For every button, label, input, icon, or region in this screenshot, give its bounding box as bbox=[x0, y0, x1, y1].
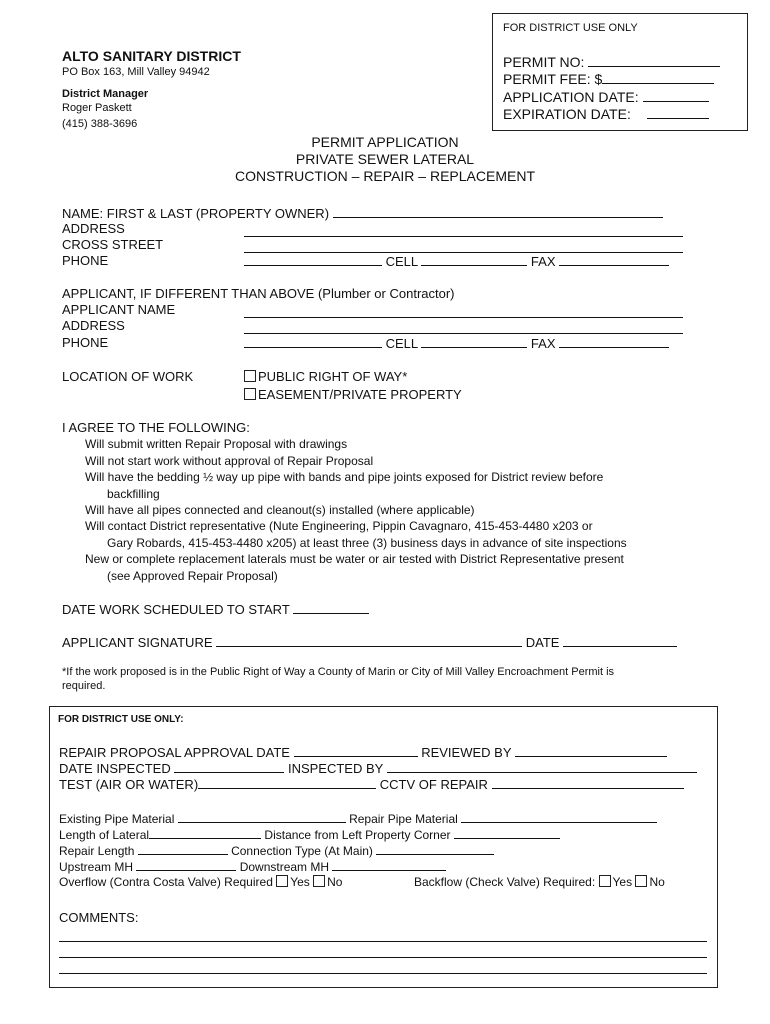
date-inspected-row[interactable] bbox=[59, 760, 697, 777]
owner-address-input[interactable] bbox=[244, 222, 683, 237]
upstream-label: Upstream MH bbox=[59, 860, 134, 874]
overflow-label: Overflow (Contra Costa Valve) Required bbox=[59, 875, 273, 889]
inspected-by-label: INSPECTED BY bbox=[287, 761, 384, 776]
repair-approval-row[interactable] bbox=[59, 744, 667, 761]
repair-approval-label: REPAIR PROPOSAL APPROVAL DATE bbox=[59, 745, 290, 760]
applicant-name-input[interactable] bbox=[244, 303, 683, 318]
applicant-name-label: APPLICANT NAME bbox=[62, 302, 176, 317]
comments-line-1[interactable] bbox=[59, 927, 707, 942]
agreement-item-6: New or complete replacement laterals must be water or air tested with District Representative present bbox=[85, 552, 624, 566]
district-use-section bbox=[49, 706, 718, 988]
district-section-title: FOR DISTRICT USE ONLY: bbox=[58, 714, 184, 725]
existing-pipe-label: Existing Pipe Material bbox=[59, 812, 175, 826]
agreement-item-2: Will not start work without approval of Repair Proposal bbox=[85, 454, 374, 468]
owner-fax-label: FAX bbox=[530, 254, 556, 269]
form-title-1: PERMIT APPLICATION bbox=[311, 134, 459, 150]
signature-date-label: DATE bbox=[525, 635, 560, 650]
agreement-heading: I AGREE TO THE FOLLOWING: bbox=[62, 420, 250, 435]
district-box-title: FOR DISTRICT USE ONLY bbox=[503, 22, 638, 34]
permit-no-field[interactable] bbox=[503, 54, 720, 70]
agreement-item-5-cont: Gary Robards, 415-453-4480 x205) at least three (3) business days in advance of site inspections bbox=[107, 536, 627, 550]
repair-length-row[interactable] bbox=[59, 842, 494, 859]
checkbox-icon bbox=[635, 875, 647, 887]
downstream-label: Downstream MH bbox=[239, 860, 330, 874]
checkbox-icon bbox=[244, 388, 256, 400]
permit-no-label: PERMIT NO: bbox=[503, 54, 585, 70]
applicant-address-label: ADDRESS bbox=[62, 318, 125, 333]
district-use-box bbox=[492, 13, 748, 131]
signature-row[interactable] bbox=[62, 634, 677, 651]
form-title-2: PRIVATE SEWER LATERAL bbox=[295, 151, 475, 167]
date-scheduled-field[interactable] bbox=[62, 601, 369, 618]
checkbox-icon bbox=[244, 370, 256, 382]
applicant-cell-label: CELL bbox=[385, 336, 418, 351]
agreement-item-4: Will have all pipes connected and cleanout(s) installed (where applicable) bbox=[85, 503, 475, 517]
permit-fee-field[interactable] bbox=[503, 71, 714, 87]
applicant-fax-label: FAX bbox=[530, 336, 556, 351]
expiration-date-label: EXPIRATION DATE: bbox=[503, 106, 631, 122]
backflow-label: Backflow (Check Valve) Required: bbox=[414, 875, 596, 889]
yes-label: Yes bbox=[290, 875, 310, 889]
no-label: No bbox=[327, 875, 343, 889]
length-label: Length of Lateral bbox=[59, 828, 150, 842]
no-label: No bbox=[649, 875, 665, 889]
form-title-3: CONSTRUCTION – REPAIR – REPLACEMENT bbox=[234, 168, 535, 184]
overflow-row bbox=[59, 875, 342, 890]
agreement-item-5: Will contact District representative (Nute Engineering, Pippin Cavagnaro, 415-453-4480 x203 or bbox=[85, 519, 593, 533]
owner-phone-row[interactable] bbox=[244, 253, 669, 270]
pipe-material-row[interactable] bbox=[59, 810, 657, 827]
agreement-item-1: Will submit written Repair Proposal with drawings bbox=[85, 437, 348, 451]
checkbox-icon bbox=[276, 875, 288, 887]
overflow-no-checkbox[interactable] bbox=[313, 875, 342, 889]
checkbox-icon bbox=[599, 875, 611, 887]
cross-street-input[interactable] bbox=[244, 238, 683, 253]
yes-label: Yes bbox=[612, 875, 633, 889]
comments-line-3[interactable] bbox=[59, 959, 707, 974]
signature-label: APPLICANT SIGNATURE bbox=[62, 635, 213, 650]
applicant-heading: APPLICANT, IF DIFFERENT THAN ABOVE (Plumber or Contractor) bbox=[62, 286, 455, 301]
agreement-item-6-cont: (see Approved Repair Proposal) bbox=[107, 569, 278, 583]
org-phone: (415) 388-3696 bbox=[62, 118, 138, 130]
location-private-label: EASEMENT/PRIVATE PROPERTY bbox=[258, 387, 462, 402]
permit-fee-label: PERMIT FEE: $ bbox=[503, 71, 603, 87]
agreement-item-3: Will have the bedding ½ way up pipe with bands and pipe joints exposed for District review before bbox=[85, 470, 604, 484]
checkbox-icon bbox=[313, 875, 325, 887]
repair-length-label: Repair Length bbox=[59, 844, 135, 858]
overflow-yes-checkbox[interactable] bbox=[276, 875, 310, 889]
test-label: TEST (AIR OR WATER) bbox=[59, 777, 199, 792]
comments-label: COMMENTS: bbox=[59, 910, 139, 925]
manager-name: Roger Paskett bbox=[62, 102, 132, 114]
owner-name-field[interactable] bbox=[62, 205, 663, 222]
applicant-address-input[interactable] bbox=[244, 319, 683, 334]
manhole-row[interactable] bbox=[59, 858, 446, 875]
agreement-item-3-cont: backfilling bbox=[107, 487, 160, 501]
applicant-phone-label: PHONE bbox=[62, 335, 109, 350]
org-address: PO Box 163, Mill Valley 94942 bbox=[62, 66, 210, 78]
expiration-date-field[interactable] bbox=[503, 106, 709, 122]
backflow-no-checkbox[interactable] bbox=[635, 875, 664, 889]
backflow-yes-checkbox[interactable] bbox=[599, 875, 633, 889]
owner-phone-label: PHONE bbox=[62, 253, 109, 268]
connection-label: Connection Type (At Main) bbox=[231, 844, 373, 858]
date-inspected-label: DATE INSPECTED bbox=[59, 761, 171, 776]
comments-line-2[interactable] bbox=[59, 943, 707, 958]
repair-pipe-label: Repair Pipe Material bbox=[349, 812, 458, 826]
cross-street-label: CROSS STREET bbox=[62, 237, 164, 252]
manager-title: District Manager bbox=[62, 88, 149, 100]
length-row[interactable] bbox=[59, 826, 560, 843]
location-private-checkbox[interactable] bbox=[244, 387, 462, 403]
date-scheduled-label: DATE WORK SCHEDULED TO START bbox=[62, 602, 290, 617]
application-date-label: APPLICATION DATE: bbox=[503, 89, 639, 105]
backflow-row bbox=[414, 875, 665, 890]
location-label: LOCATION OF WORK bbox=[62, 369, 194, 384]
cctv-label: CCTV OF REPAIR bbox=[379, 777, 488, 792]
application-date-field[interactable] bbox=[503, 89, 709, 105]
org-name: ALTO SANITARY DISTRICT bbox=[62, 48, 241, 64]
owner-address-label: ADDRESS bbox=[62, 221, 125, 236]
footnote-line-2: required. bbox=[62, 680, 106, 692]
location-public-checkbox[interactable] bbox=[244, 369, 407, 385]
location-public-label: PUBLIC RIGHT OF WAY* bbox=[258, 369, 408, 384]
reviewed-by-label: REVIEWED BY bbox=[421, 745, 512, 760]
applicant-phone-row[interactable] bbox=[244, 335, 669, 352]
distance-label: Distance from Left Property Corner bbox=[264, 828, 451, 842]
owner-cell-label: CELL bbox=[385, 254, 418, 269]
footnote-line-1: *If the work proposed is in the Public Right of Way a County of Marin or City of Mill Valley Encroachment Permit is bbox=[62, 666, 615, 678]
test-row[interactable] bbox=[59, 776, 684, 793]
owner-name-label: NAME: FIRST & LAST (PROPERTY OWNER) bbox=[62, 206, 330, 221]
